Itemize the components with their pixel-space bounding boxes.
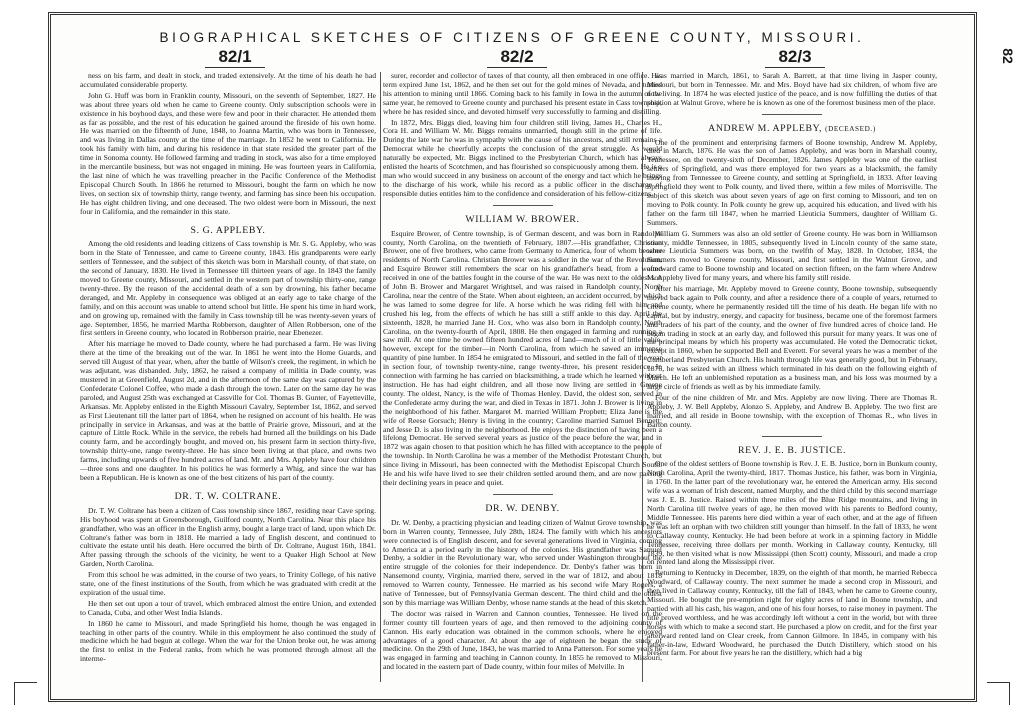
- sketch-heading: S. G. APPLEBY.: [190, 224, 266, 236]
- sketch-heading-name: ANDREW M. APPLEBY,: [708, 122, 823, 134]
- column-3: [647, 72, 937, 680]
- corner-mark-left: [14, 682, 37, 705]
- paragraph: John G. Huff was born in Franklin county, Missouri, on the seventh of September, 1827. He was about three years old when he came to Greene county. Only subscription schools were in existence in his boyhood days, and these were few and poor in their character. He attended them as far as possible, and the rest of his education he gained around the fireside of his own home. He was married on the fifteenth of June, 1848, to Joanna Martin, who was born in Tennessee, and was living in Dallas county at the time of the marriage. In 1852 he went to California. He took his family with him, and during his residence in that state resided the greater part of the time in Sonoma county. He followed farming and trading in stock, was also for a time employed in the mercantile business, but was not engaged in mining. He was fourteen years in California, the last nine of which he was travelling preacher in the Pacific Conference of the Methodist Episcopal Church South. In 1866 he returned to Missouri, bought the farm on which he now lives, on section six of township thirty, range twenty, and farming has since been his occupation. He has eight children living, and one deceased. The two oldest were born in Missouri, the next four in California, and the remainder in this state.: [80, 90, 376, 216]
- sketch-heading: REV. J. E. B. JUSTICE.: [737, 444, 846, 456]
- column-1: [80, 72, 376, 680]
- paragraph: ness on his farm, and dealt in stock, and traded extensively. At the time of his death he had accumulated considerable property.: [80, 72, 376, 89]
- paragraph: One of the oldest settlers of Boone township is Rev. J. E. B. Justice, born in Bunkum county, North Carolina, April the twenty-third, 1817. Thomas Justice, his father, was born in Virginia, in 1760. In the latter part of the revolutionary war, he entered the American army. His second wife was a woman of Irish descent, named Murphy, and the third child by this second marriage was J. E. B. Justice. Raised within three miles of the Blue Ridge mountains, and living in North Carolina till twelve years of age, he then moved with his parents to Bedford county, Middle Tennessee. His parents here died within a year of each other, and at the age of fifteen he was left an orphan with two children still younger than himself. In the fall of 1833, he went to Callaway county, Kentucky. He had been before at work in a spinning factory in Middle Tennessee, receiving three dollars per month. Working in Callaway county, Kentucky, till 1839, he then visited what is now Mississippi (then Scott) county, Missouri, and made a crop on rented land along the Mississippi river.: [647, 459, 937, 567]
- section-rule: [762, 436, 822, 437]
- paragraph: was married in March, 1861, to Sarah A. Barrett, at that time living in Jasper county, Missouri, but born in Tennessee. Mr. and Mrs. Boyd have had six children, of whom five are now living. In 1874 he was elected justice of the peace, and is now fulfilling the duties of that position at Walnut Grove, where he is known as one of the foremost business men of the place.: [647, 72, 937, 107]
- page-number-col2: 82/2: [487, 47, 547, 68]
- paragraph: surer, recorder and collector of taxes of that county, all then embraced in one office. His term expired June 1st, 1862, and he then set out for the gold mines of Nevada, and turned his attention to mining until 1866. Coming back to his family in Iowa in the autumn of the same year, he removed to Greene county and purchased his present estate in Cass township, where he has resided since, and devoted himself very successfully to farming and distilling.: [383, 72, 662, 116]
- paragraph: Among the old residents and leading citizens of Cass township is Mr. S. G. Appleby, who was born in the State of Tennessee, and came to Greene county, 1843. His grandparents were early settlers of Tennessee, and the subject of this sketch was born in Marshall county, of that state, on the second of January, 1830. He lived in Tennessee till thirteen years of age. In 1843 the family moved to Greene county, Missouri, and settled in the western part of township thirty-one, range twenty-three. By the reason of the accidental death of a son by drowning, his father became deranged, and Mr. Appleby in consequence was obliged at an early age to take charge of the family, and on this account was unable to attend school but little. He spent his time in hard work, and on growing up, remained with the family in Cass township till he was twenty-seven years of age. September, 1856, he married Martha Robberson, daughter of Allen Robberson, one of the first settlers in Greene county, who located in Robberson prairie, near Ebenezer.: [80, 239, 376, 338]
- sketch-heading: [647, 122, 937, 134]
- paragraph: William G. Summers was also an old settler of Greene county. He was born in Williamson county, middle Tennessee, in 1805, subsequently lived in Lincoln county of the same state, where Lieuticia Summers was born, on the twelfth of May, 1828. In October, 1834, the Summers moved to Greene county, Missouri, and first settled in the Walnut Grove, and afterward came to Boone township and located on section fifteen, on the farm where Andrew M. Appleby lived for many years, and where his family still reside.: [647, 228, 937, 283]
- column-2: [383, 72, 662, 680]
- paragraph: Dr. W. Denby, a practicing physician and leading citizen of Walnut Grove township, was born in Warren county, Tennessee, July 28th, 1824. The family with which his ancestors were connected is of English descent, and for several generations lived in Virginia, coming to America at a period early in the history of the colonies. His grandfather was Samuel Denby, a soldier in the Revolutionary war, who served under Washington throughout the entire struggle of the colonies for their independence. Dr. Denby's father was born in Nansemond county, Virginia, married there, served in the war of 1812, and about 1818 removed to Warren county, Tennessee. He married as his second wife Mary Rogers, a native of Tennessee, but of Pennsylvania German descent. The third child and the oldest son by this marriage was William Denby, whose name stands at the head of this sketch.: [383, 517, 662, 607]
- sketch-heading: DR. W. DENBY.: [485, 502, 560, 514]
- paragraph: After his marriage, Mr. Appleby moved to Greene county, Boone township, subsequently moved back again to Polk county, and after a residence there of a couple of years, returned to Greene county, where he permanently resided till the time of his death. He began life with no capital, but by industry, energy, and capacity for business, became one of the foremost farmers and traders of his part of the county, and the owner of five hundred acres of choice land. He began trading in stock at an early day, and followed this pursuit for many years. It was one of the principal means by which his property was accumulated. He voted the Democratic ticket, except in 1860, when he supported Bell and Everett. For several years he was a member of the Cumberland Presbyterian Church. His health through life was generally good, but in February, 1876, he was seized with an illness which terminated in his death on the following eighth of March. He left an unblemished reputation as a business man, and his loss was mourned by a large circle of friends as well as by his immediate family.: [647, 284, 937, 391]
- sketch-heading: WILLIAM W. BROWER.: [465, 213, 580, 225]
- paragraph: One of the prominent and enterprising farmers of Boone township, Andrew M. Appleby, died in March, 1876. He was the son of James Appleby, and was born in Marshall county, Tennessee, on the twenty-sixth of December, 1826. James Appleby was one of the earliest settlers of Springfield, and was there employed for two years as a blacksmith, the family moving from Tennessee to Greene county, and settling at Springfield, in 1833. After leaving Springfield they went to Polk county, and lived there, within a few miles of Morrisville. The subject of this sketch was about seven years of age on first coming to Missouri, and ten on moving to Polk county. In Polk county he grew up, acquired his education, and lived with his father on the farm till 1847, when he married Lieuticia Summers, daughter of William G. Summers.: [647, 137, 937, 227]
- paragraph: Returning to Kentucky in December, 1839, on the eighth of that month, he married Rebecca Woodward, of Callaway county. The next summer he made a second crop in Missouri, and then lived in Callaway county, Kentucky, till the fall of 1843, when he came to Greene county, Missouri. He bought the pre-emption right for eighty acres of land in Boone township, and partied with all his cash, his wagon, and one of his four horses, to raise money in payment. The title proved worthless, and he was accordingly left without a cent in the world, but with three horses with which to make a second start. He purchased a plow on credit, and for the first year afterward rented land on Clear creek, from Cannon Gilmore. In 1845, in company with his father-in-law, Edward Woodward, he purchased the Dutch Distillery, which stood on his present farm. For about five years he ran the distillery, which had a big: [647, 568, 937, 658]
- corner-mark-right: [987, 682, 1010, 705]
- paragraph: From this school he was admitted, in the course of two years, to Trinity College, of his native state, one of the finest institutions of the South, from which he was graduated with credit at the expiration of the usual time.: [80, 570, 376, 597]
- section-rule: [493, 205, 553, 206]
- page-number-col1: 82/1: [205, 47, 265, 68]
- section-rule: [762, 114, 822, 115]
- sketch-heading: DR. T. W. COLTRANE.: [174, 490, 282, 502]
- sketch-heading-subtitle: (DECEASED.): [825, 124, 876, 133]
- paragraph: Dr. T. W. Coltrane has been a citizen of Cass township since 1867, residing near Cave spring. His boyhood was spent at Greensborough, Guilford county, North Carolina. Near this place his grandfather, who was an officer in the English army, bought a large tract of land, upon which Dr. Coltrane's father was born in 1818. He married a lady of English descent, and continued to cultivate the estate until his death. Here occurred the birth of Dr. Coltrane, August 16th, 1841. After passing through the schools of the vicinity, he went to a Quaker High School at New Garden, North Carolina.: [80, 505, 376, 569]
- paragraph: Esquire Brower, of Centre township, is of German descent, and was born in Randolph county, North Carolina, on the twentieth of February, 1807.—His grandfather, Christian Brower, one of five brothers, who came from Germany to America, four of whom became residents of North Carolina. Christian Brower was a soldier in the war of the Revolution, and Esquire Brower still remembers the scar on his grandfather's head, from a wound received in one of the battles fought in the course of the war. He was next to the oldest son of John B. Brower and Margaret Wrightsel, and was raised in Randolph county, North Carolina, near the centre of the State. When about eighteen, an accident occurred, by which he was lamed to some degree for life. A horse which he was riding fell with him and crushed his leg, from the effects of which he has still a stiff ankle to this day. April the sixteenth, 1828, he married Jane H. Cox, who was also born in Randolph county, North Carolina, on the twenty-fourth of April, 1808. He then engaged in farming and running a saw mill. At one time he owned fifteen hundred acres of land—much of it of little value, however, except for the timber—in North Carolina, from which he sawed an immense quantity of pine lumber. In 1854 he emigrated to Missouri, and settled in the fall of the year in section four, of township twenty-nine, range twenty-three, his present residence. In connection with farming he has carried on blacksmithing, a trade which he learned without instruction. He has had eight children, and all those now living are settled in Greene county. The oldest, Nancy, is the wife of Thomas Henley. David, the oldest son, served in the Confederate army during the war, and died in Texas in 1871. John J. Brower is living in the neighborhood of his father. Margaret M. married William Prophett; Eliza Jane is the wife of Reese Gorsuch; Henry is living in the country; Caroline married Samuel Bennett; and Jesse D. is also living in the neighborhood. He enjoys the distinction of having been a lifelong Democrat. He served several years as justice of the peace before the war, and in 1872 was again chosen to that position which he has filled with acceptance to the people of the township. In North Carolina he was a member of the Methodist Protestant Church, but since living in Missouri, has been connected with the Methodist Episcopal Church South. He and his wife have lived to see their children settled around them, and are now passing their declining years in peace and quiet.: [383, 228, 662, 487]
- page-number-col3: 82/3: [765, 47, 825, 68]
- paragraph: In 1860 he came to Missouri, and made Springfield his home, though he was engaged in teaching in other parts of the country. While in this employment he also continued the study of medicine which he had begun at college. When the war for the Union broke out, he was among the first to enlist in the Federal ranks, from which he was promoted through almost all the interme-: [80, 618, 376, 664]
- paragraph: In 1872, Mrs. Biggs died, leaving him four children still living, James H., Charles H., Cora H. and William W. Mr. Biggs remains unmarried, though still in the prime of life. During the late war he was in sympathy with the cause of his ancestors, and still remains a Democrat while he cheerfully accepts the conclusion of the great struggle. As would naturally be expected, Mr. Biggs inclined to the Presbyterian Church, which has always enlisted the hearts of Scotchmen, and has flourished so conspicuously among them. He is a man who would succeed in any business on account of the energy and tact which he brings to the discharge of his work, while his record as a public officer in the discharge of responsible duties entitles him to the confidence and consideration of his fellow-citizens.: [383, 117, 662, 198]
- section-rule: [493, 494, 553, 495]
- paragraph: After his marriage he moved to Dade county, where he had purchased a farm. He was living there at the time of the breaking out of the war. In 1861 he went into the Home Guards, and served till August of that year, when, after the battle of Wilson's creek, the regiment, in which he was adjutant, was disbanded. July, 1862, he raised a company of militia in Dade county, was mustered in at Greenfield, August 2d, and in the afternoon of the same day was captured by the Confederate Colonel Coffee, who made a dash through the town. Later on the same day he was paroled, and August 25th was exchanged at Cassville for Col. Thomas B. Gunter, of Fayetteville, Arkansas. Mr. Appleby enlisted in the Eighth Missouri Cavalry, September 1st, 1862, and served as First Lieutenant till the latter part of 1864, when he resigned on account of his health. He was principally in service in Arkansas, and was at the battle of Prairie grove, Missouri, and at the capture of Little Rock. While in the service, the rebels had burned all the buildings on his Dade county farm, and he accordingly bought, and moved on, his present farm in section thirty-five, township thirty-one, range twenty-three. He has since been living at that place, and owns two farms, including upwards of five hundred acres of land. Mr. and Mrs. Appleby have four children—three sons and one daughter. In his politics he was formerly a Whig, and since the war has been a Republican. He is known as one of the best citizens of his part of the county.: [80, 339, 376, 482]
- side-page-number: 82: [1000, 48, 1017, 64]
- paragraph: Four of the nine children of Mr. and Mrs. Appleby are now living. There are Thomas R. Appleby, J. W. Bell Appleby, Alonzo S. Appleby, and Andrew B. Appleby. The two first are married, and all reside in Boone township, with the exception of Thomas R., who lives in Barton county.: [647, 392, 937, 429]
- paragraph: He then set out upon a tour of travel, which embraced almost the entire Union, and extended to Canada, Cuba, and other West India Islands.: [80, 598, 376, 617]
- page-header-title: BIOGRAPHICAL SKETCHES OF CITIZENS OF GREENE COUNTY, MISSOURI.: [159, 30, 865, 45]
- column-divider: [380, 72, 381, 682]
- paragraph: The doctor was raised in Warren and Cannon counties, Tennessee. He lived on the former county till fourteen years of age, and then removed to the adjoining county of Cannon. His early education was obtained in the common schools, where he enjoyed advantages of a good character. At about the age of eighteen he began the study of medicine. On the 29th of June, 1843, he was married to Anna Patterson. For some years he was engaged in farming and teaching in Cannon county. In 1855 he removed to Missouri, and located in the eastern part of Dade county, within four miles of Melville. In: [383, 608, 662, 672]
